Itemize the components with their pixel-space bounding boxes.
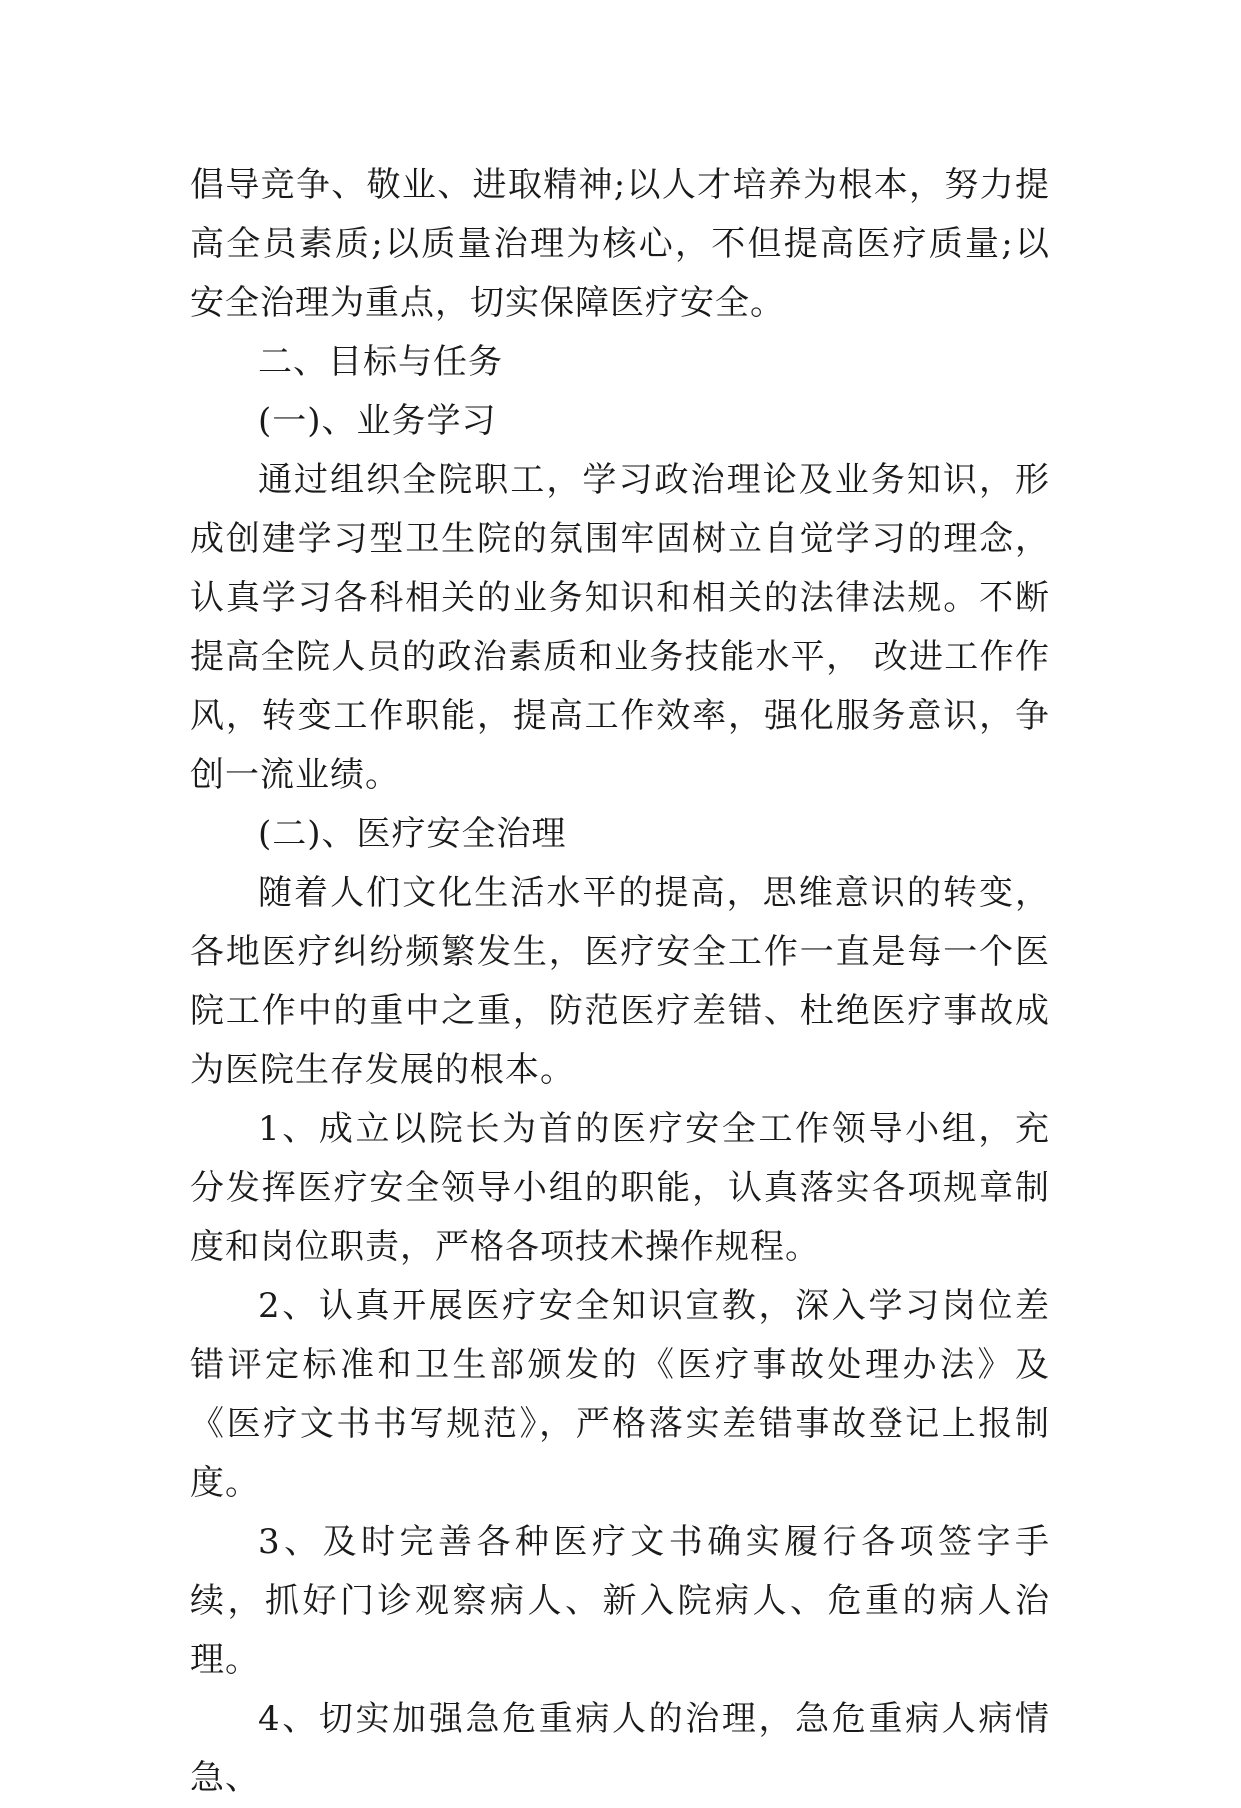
- list-item-3: 3、及时完善各种医疗文书确实履行各项签字手续，抓好门诊观察病人、新入院病人、危重的病人治理。: [190, 1522, 1050, 1680]
- subsection-heading-safety: (二)、医疗安全治理: [258, 814, 567, 854]
- paragraph-safety: 随着人们文化生活水平的提高，思维意识的转变，各地医疗纠纷频繁发生，医疗安全工作一直是每一个医院工作中的重中之重，防范医疗差错、杜绝医疗事故成为医院生存发展的根本。: [190, 873, 1050, 1090]
- paragraph-intro: 倡导竞争、敬业、进取精神;以人才培养为根本，努力提高全员素质;以质量治理为核心，不但提高医疗质量;以安全治理为重点，切实保障医疗安全。: [190, 165, 1050, 323]
- list-item-2: 2、认真开展医疗安全知识宣教，深入学习岗位差错评定标准和卫生部颁发的《医疗事故处理办法》及《医疗文书书写规范》，严格落实差错事故登记上报制度。: [190, 1286, 1050, 1503]
- subsection-heading-study: (一)、业务学习: [258, 401, 497, 441]
- document-body: [190, 156, 1050, 1808]
- list-item-1: 1、成立以院长为首的医疗安全工作领导小组，充分发挥医疗安全领导小组的职能，认真落实各项规章制度和岗位职责，严格各项技术操作规程。: [190, 1109, 1050, 1267]
- list-item-4: 4、切实加强急危重病人的治理，急危重病人病情急、: [190, 1699, 1050, 1798]
- paragraph-study: 通过组织全院职工，学习政治理论及业务知识，形成创建学习型卫生院的氛围牢固树立自觉学习的理念，认真学习各科相关的业务知识和相关的法律法规。不断提高全院人员的政治素质和业务技能水平， 改进工作作风，转变工作职能，提高工作效率，强化服务意识，争创一流业绩。: [190, 460, 1050, 795]
- section-heading-goals: 二、目标与任务: [258, 342, 503, 382]
